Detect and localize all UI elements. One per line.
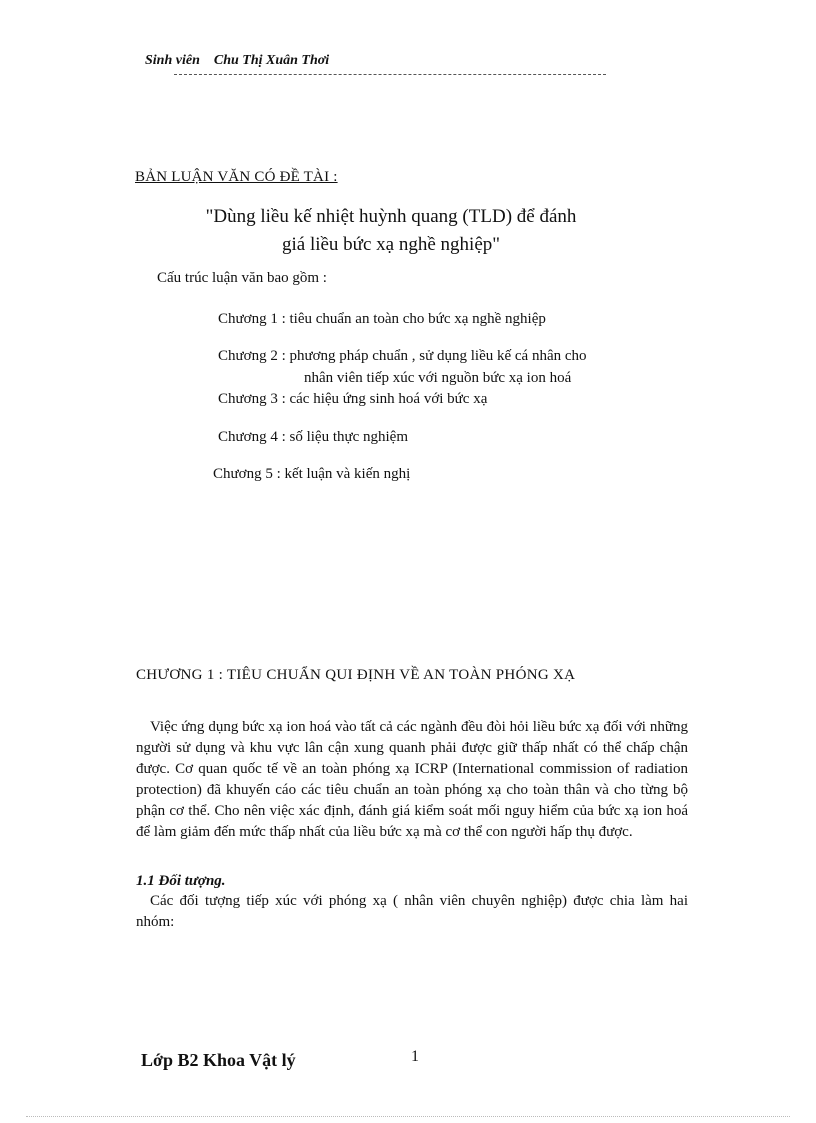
thesis-title-line-2: giá liều bức xạ nghề nghiệp" xyxy=(281,234,501,255)
student-label: Sinh viên xyxy=(145,53,200,68)
student-name: Chu Thị Xuân Thơi xyxy=(213,53,330,68)
thesis-title-line-1: "Dùng liều kế nhiệt huỳnh quang (TLD) để đánh xyxy=(205,206,577,227)
chapter-item-4: Chương 4 : số liệu thực nghiệm xyxy=(218,429,409,445)
thesis-title xyxy=(186,203,596,259)
page-number: 1 xyxy=(411,1048,419,1065)
chapter-item-1: Chương 1 : tiêu chuẩn an toàn cho bức xạ nghề nghiệp xyxy=(218,311,546,327)
student-header xyxy=(145,53,329,69)
section-heading: 1.1 Đối tượng. xyxy=(136,873,226,889)
structure-intro: Cấu trúc luận văn bao gồm : xyxy=(157,270,327,286)
footer-class-label: Lớp B2 Khoa Vật lý xyxy=(141,1050,296,1070)
chapter-item-3: Chương 3 : các hiệu ứng sinh hoá với bức xạ xyxy=(218,391,488,407)
chapter-item-2: Chương 2 : phương pháp chuẩn , sử dụng liều kế cá nhân cho xyxy=(218,348,587,364)
chapter-item-5: Chương 5 : kết luận và kiến nghị xyxy=(213,466,411,482)
header-divider xyxy=(174,74,606,75)
chapter-1-title: CHƯƠNG 1 : TIÊU CHUẨN QUI ĐỊNH VỀ AN TOÀN PHÓNG XẠ xyxy=(136,667,576,683)
chapter-item-2-continued: nhân viên tiếp xúc với nguồn bức xạ ion hoá xyxy=(304,370,572,386)
thesis-label: BẢN LUẬN VĂN CÓ ĐỀ TÀI : xyxy=(135,169,338,185)
section-paragraph: Các đối tượng tiếp xúc với phóng xạ ( nhân viên chuyên nghiệp) được chia làm hai nhóm: xyxy=(136,893,688,930)
footer-divider xyxy=(26,1116,790,1117)
chapter-1-paragraph: Việc ứng dụng bức xạ ion hoá vào tất cả các ngành đều đòi hỏi liều bức xạ đối với những người sử dụng và khu vực lân cận xung quanh phải được giữ thấp nhất có thể chấp chận được. Cơ quan quốc tế về an toàn phóng xạ ICRP (International commission of radiation protection) đã khuyến cáo các tiêu chuẩn an toàn phóng xạ cho toàn thân và cho từng bộ phận cơ thể. Cho nên việc xác định, đánh giá kiểm soát mối nguy hiểm của bức xạ ion hoá để làm giảm đến mức thấp nhất của liều bức xạ mà cơ thể con người hấp thụ được. xyxy=(136,719,688,840)
